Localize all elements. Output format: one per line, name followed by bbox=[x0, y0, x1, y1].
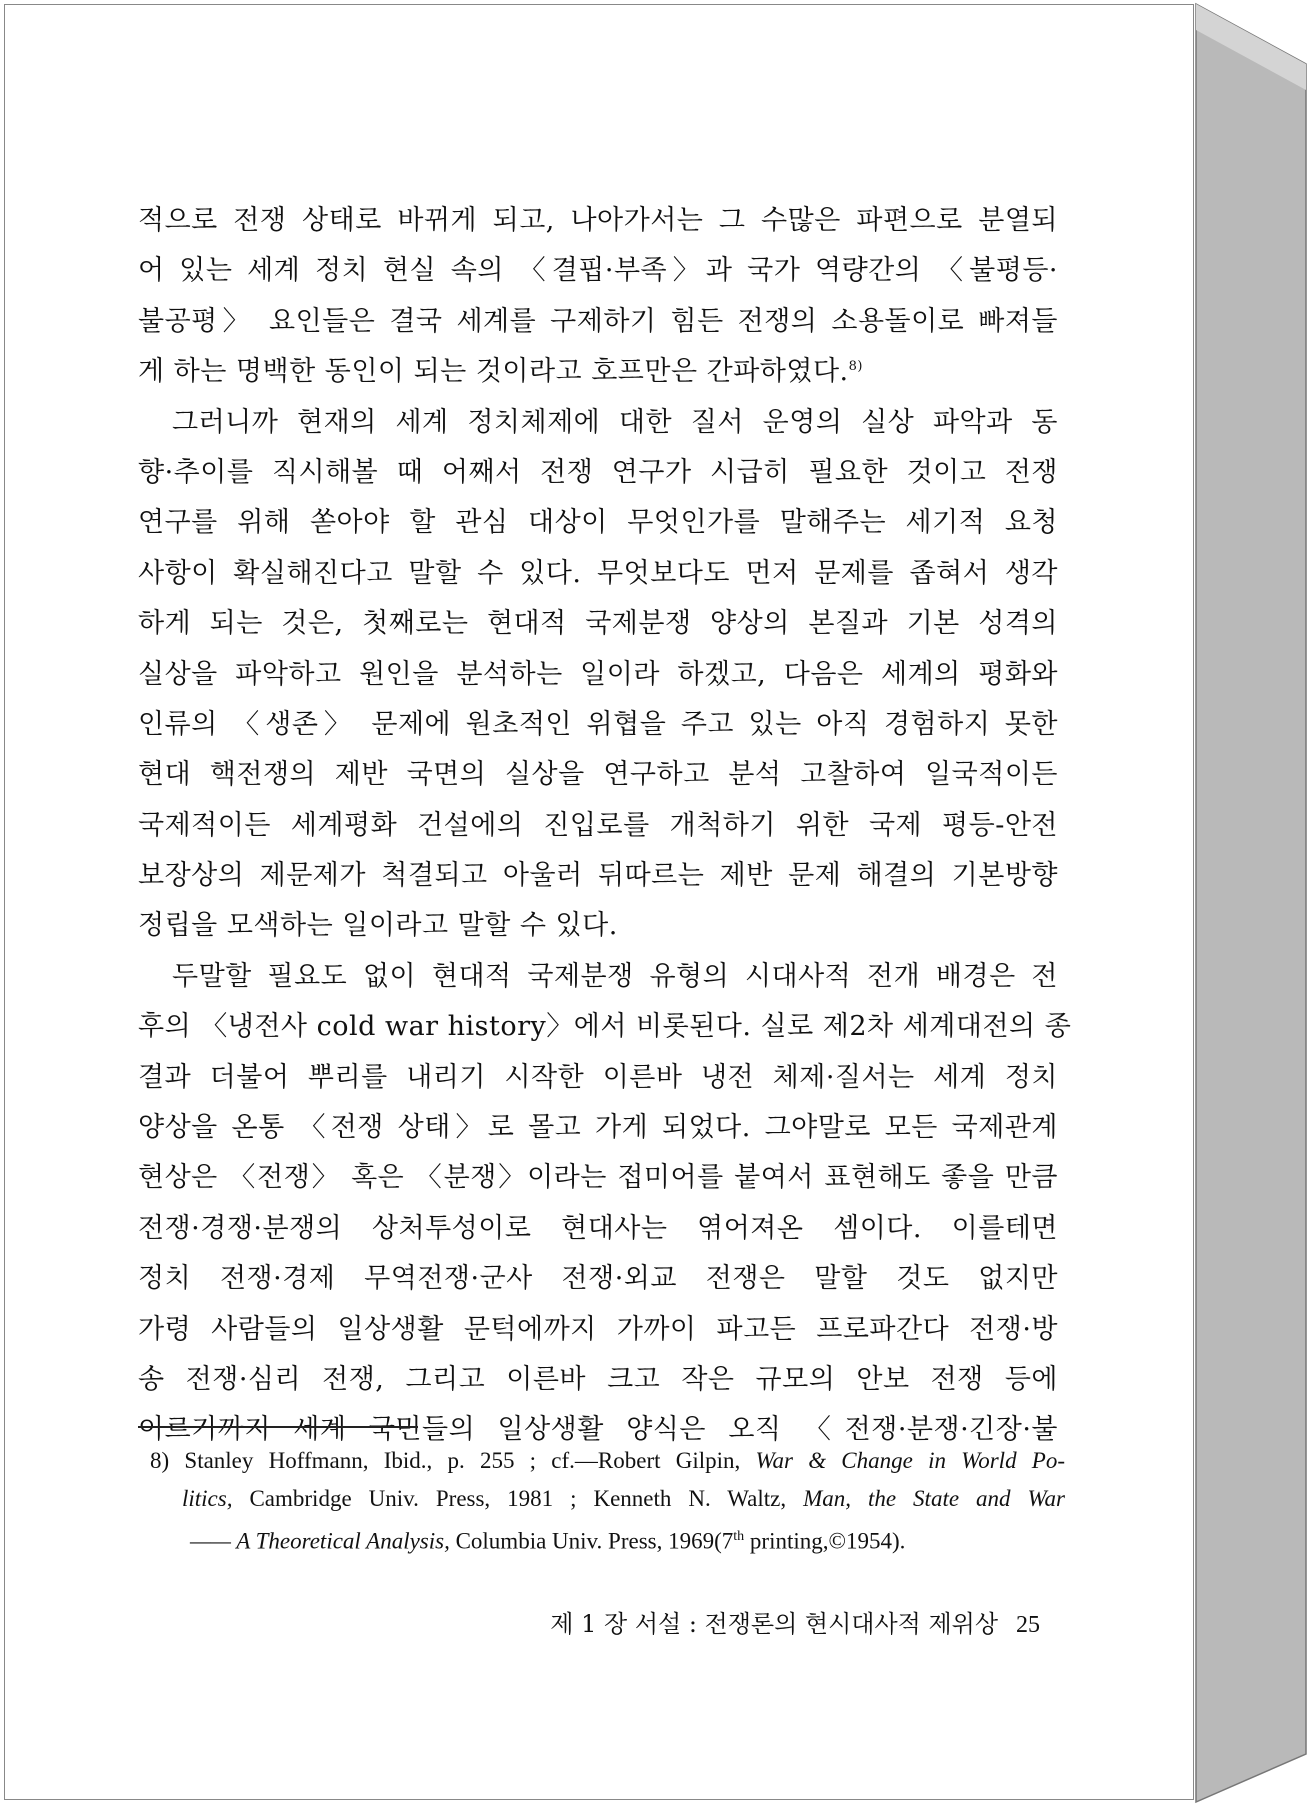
text-line: 사항이 확실해진다고 말할 수 있다. 무엇보다도 먼저 문제를 좁혀서 생각 bbox=[138, 557, 1058, 589]
text-line: 현대 핵전쟁의 제반 국면의 실상을 연구하고 분석 고찰하여 일국적이든 bbox=[138, 759, 1058, 791]
text-line: 실상을 파악하고 원인을 분석하는 일이라 하겠고, 다음은 세계의 평화와 bbox=[138, 658, 1058, 690]
footnote-text: printing,©1954). bbox=[744, 1528, 906, 1554]
text-line: 정치 전쟁·경제 무역전쟁·군사 전쟁·외교 전쟁은 말할 것도 없지만 bbox=[138, 1263, 1058, 1295]
text-line: 어 있는 세계 정치 현실 속의 〈결핍·부족〉과 국가 역량간의 〈불평등· bbox=[138, 255, 1058, 287]
text-line: 불공평〉 요인들은 결국 세계를 구제하기 힘든 전쟁의 소용돌이로 빠져들 bbox=[138, 305, 1058, 337]
footnote-divider bbox=[138, 1426, 418, 1428]
footnote-title: —— A Theoretical Analysis, bbox=[190, 1528, 450, 1554]
paragraph-3 bbox=[138, 952, 1072, 1456]
chapter-title: 제 1 장 서설 : 전쟁론의 현시대사적 제위상 bbox=[550, 1610, 998, 1638]
text-line: 후의 〈냉전사 cold war history〉에서 비롯된다. 실로 제2차 세계대전의 종 bbox=[138, 1011, 1072, 1043]
running-footer bbox=[520, 1604, 1040, 1639]
paragraph-2 bbox=[138, 398, 1058, 952]
footnote-title: litics, bbox=[182, 1486, 233, 1511]
footnote-ref[interactable]: 8) bbox=[848, 359, 863, 375]
text-line: 전쟁·경쟁·분쟁의 상처투성이로 현대사는 엮어져온 셈이다. 이를테면 bbox=[138, 1212, 1058, 1244]
text-line: 인류의 〈생존〉 문제에 원초적인 위협을 주고 있는 아직 경험하지 못한 bbox=[138, 708, 1058, 740]
footnote-line-3 bbox=[150, 1518, 1065, 1556]
footnote-text: Columbia Univ. Press, 1969(7 bbox=[449, 1528, 734, 1554]
footnote-superscript: th bbox=[733, 1529, 745, 1544]
footnote-line-1 bbox=[150, 1442, 1065, 1480]
text-line: 양상을 온통 〈전쟁 상태〉로 몰고 가게 되었다. 그야말로 모든 국제관계 bbox=[138, 1112, 1058, 1144]
footnote-number: 8) bbox=[150, 1448, 170, 1473]
footnote-text: Cambridge Univ. Press, 1981 ; Kenneth N. Waltz, bbox=[232, 1486, 804, 1511]
text-line: 정립을 모색하는 일이라고 말할 수 있다. bbox=[138, 910, 618, 942]
text-line: 그러니까 현재의 세계 정치체제에 대한 질서 운영의 실상 파악과 동 bbox=[172, 406, 1058, 438]
text-line: 송 전쟁·심리 전쟁, 그리고 이른바 크고 작은 규모의 안보 전쟁 등에 bbox=[138, 1363, 1058, 1395]
page-number: 25 bbox=[1016, 1612, 1040, 1638]
footnote-line-2 bbox=[150, 1480, 1065, 1518]
body-text bbox=[138, 196, 1072, 1456]
text-line: 가령 사람들의 일상생활 문턱에까지 가까이 파고든 프로파간다 전쟁·방 bbox=[138, 1313, 1058, 1345]
text-line: 두말할 필요도 없이 현대적 국제분쟁 유형의 시대사적 전개 배경은 전 bbox=[172, 960, 1058, 992]
footnote bbox=[150, 1442, 1065, 1556]
text-line: 게 하는 명백한 동인이 되는 것이라고 호프만은 간파하였다. bbox=[138, 356, 849, 388]
text-line: 연구를 위해 쏟아야 할 관심 대상이 무엇인가를 말해주는 세기적 요청 bbox=[138, 507, 1058, 539]
paragraph-1 bbox=[138, 196, 1058, 398]
text-line: 현상은 〈전쟁〉 혹은 〈분쟁〉이라는 접미어를 붙여서 표현해도 좋을 만큼 bbox=[138, 1162, 1058, 1194]
text-line: 이르기까지 세계 국민들의 일상생활 양식은 오직 〈전쟁·분쟁·긴장·불 bbox=[138, 1414, 1058, 1446]
text-line: 향·추이를 직시해볼 때 어째서 전쟁 연구가 시급히 필요한 것이고 전쟁 bbox=[138, 456, 1058, 488]
text-line: 하게 되는 것은, 첫째로는 현대적 국제분쟁 양상의 본질과 기본 성격의 bbox=[138, 608, 1058, 640]
footnote-title: War & Change in World Po- bbox=[755, 1448, 1065, 1473]
text-line: 국제적이든 세계평화 건설에의 진입로를 개척하기 위한 국제 평등-안전 bbox=[138, 809, 1058, 841]
footnote-text: Stanley Hoffmann, Ibid., p. 255 ; cf.—Robert Gilpin, bbox=[184, 1448, 756, 1473]
text-line-last bbox=[138, 347, 1058, 397]
text-line: 결과 더불어 뿌리를 내리기 시작한 이른바 냉전 체제·질서는 세계 정치 bbox=[138, 1061, 1058, 1093]
footnote-title: Man, the State and War bbox=[803, 1486, 1065, 1511]
text-line: 보장상의 제문제가 척결되고 아울러 뒤따르는 제반 문제 해결의 기본방향 bbox=[138, 860, 1058, 892]
text-line: 적으로 전쟁 상태로 바뀌게 되고, 나아가서는 그 수많은 파편으로 분열되 bbox=[138, 205, 1058, 236]
